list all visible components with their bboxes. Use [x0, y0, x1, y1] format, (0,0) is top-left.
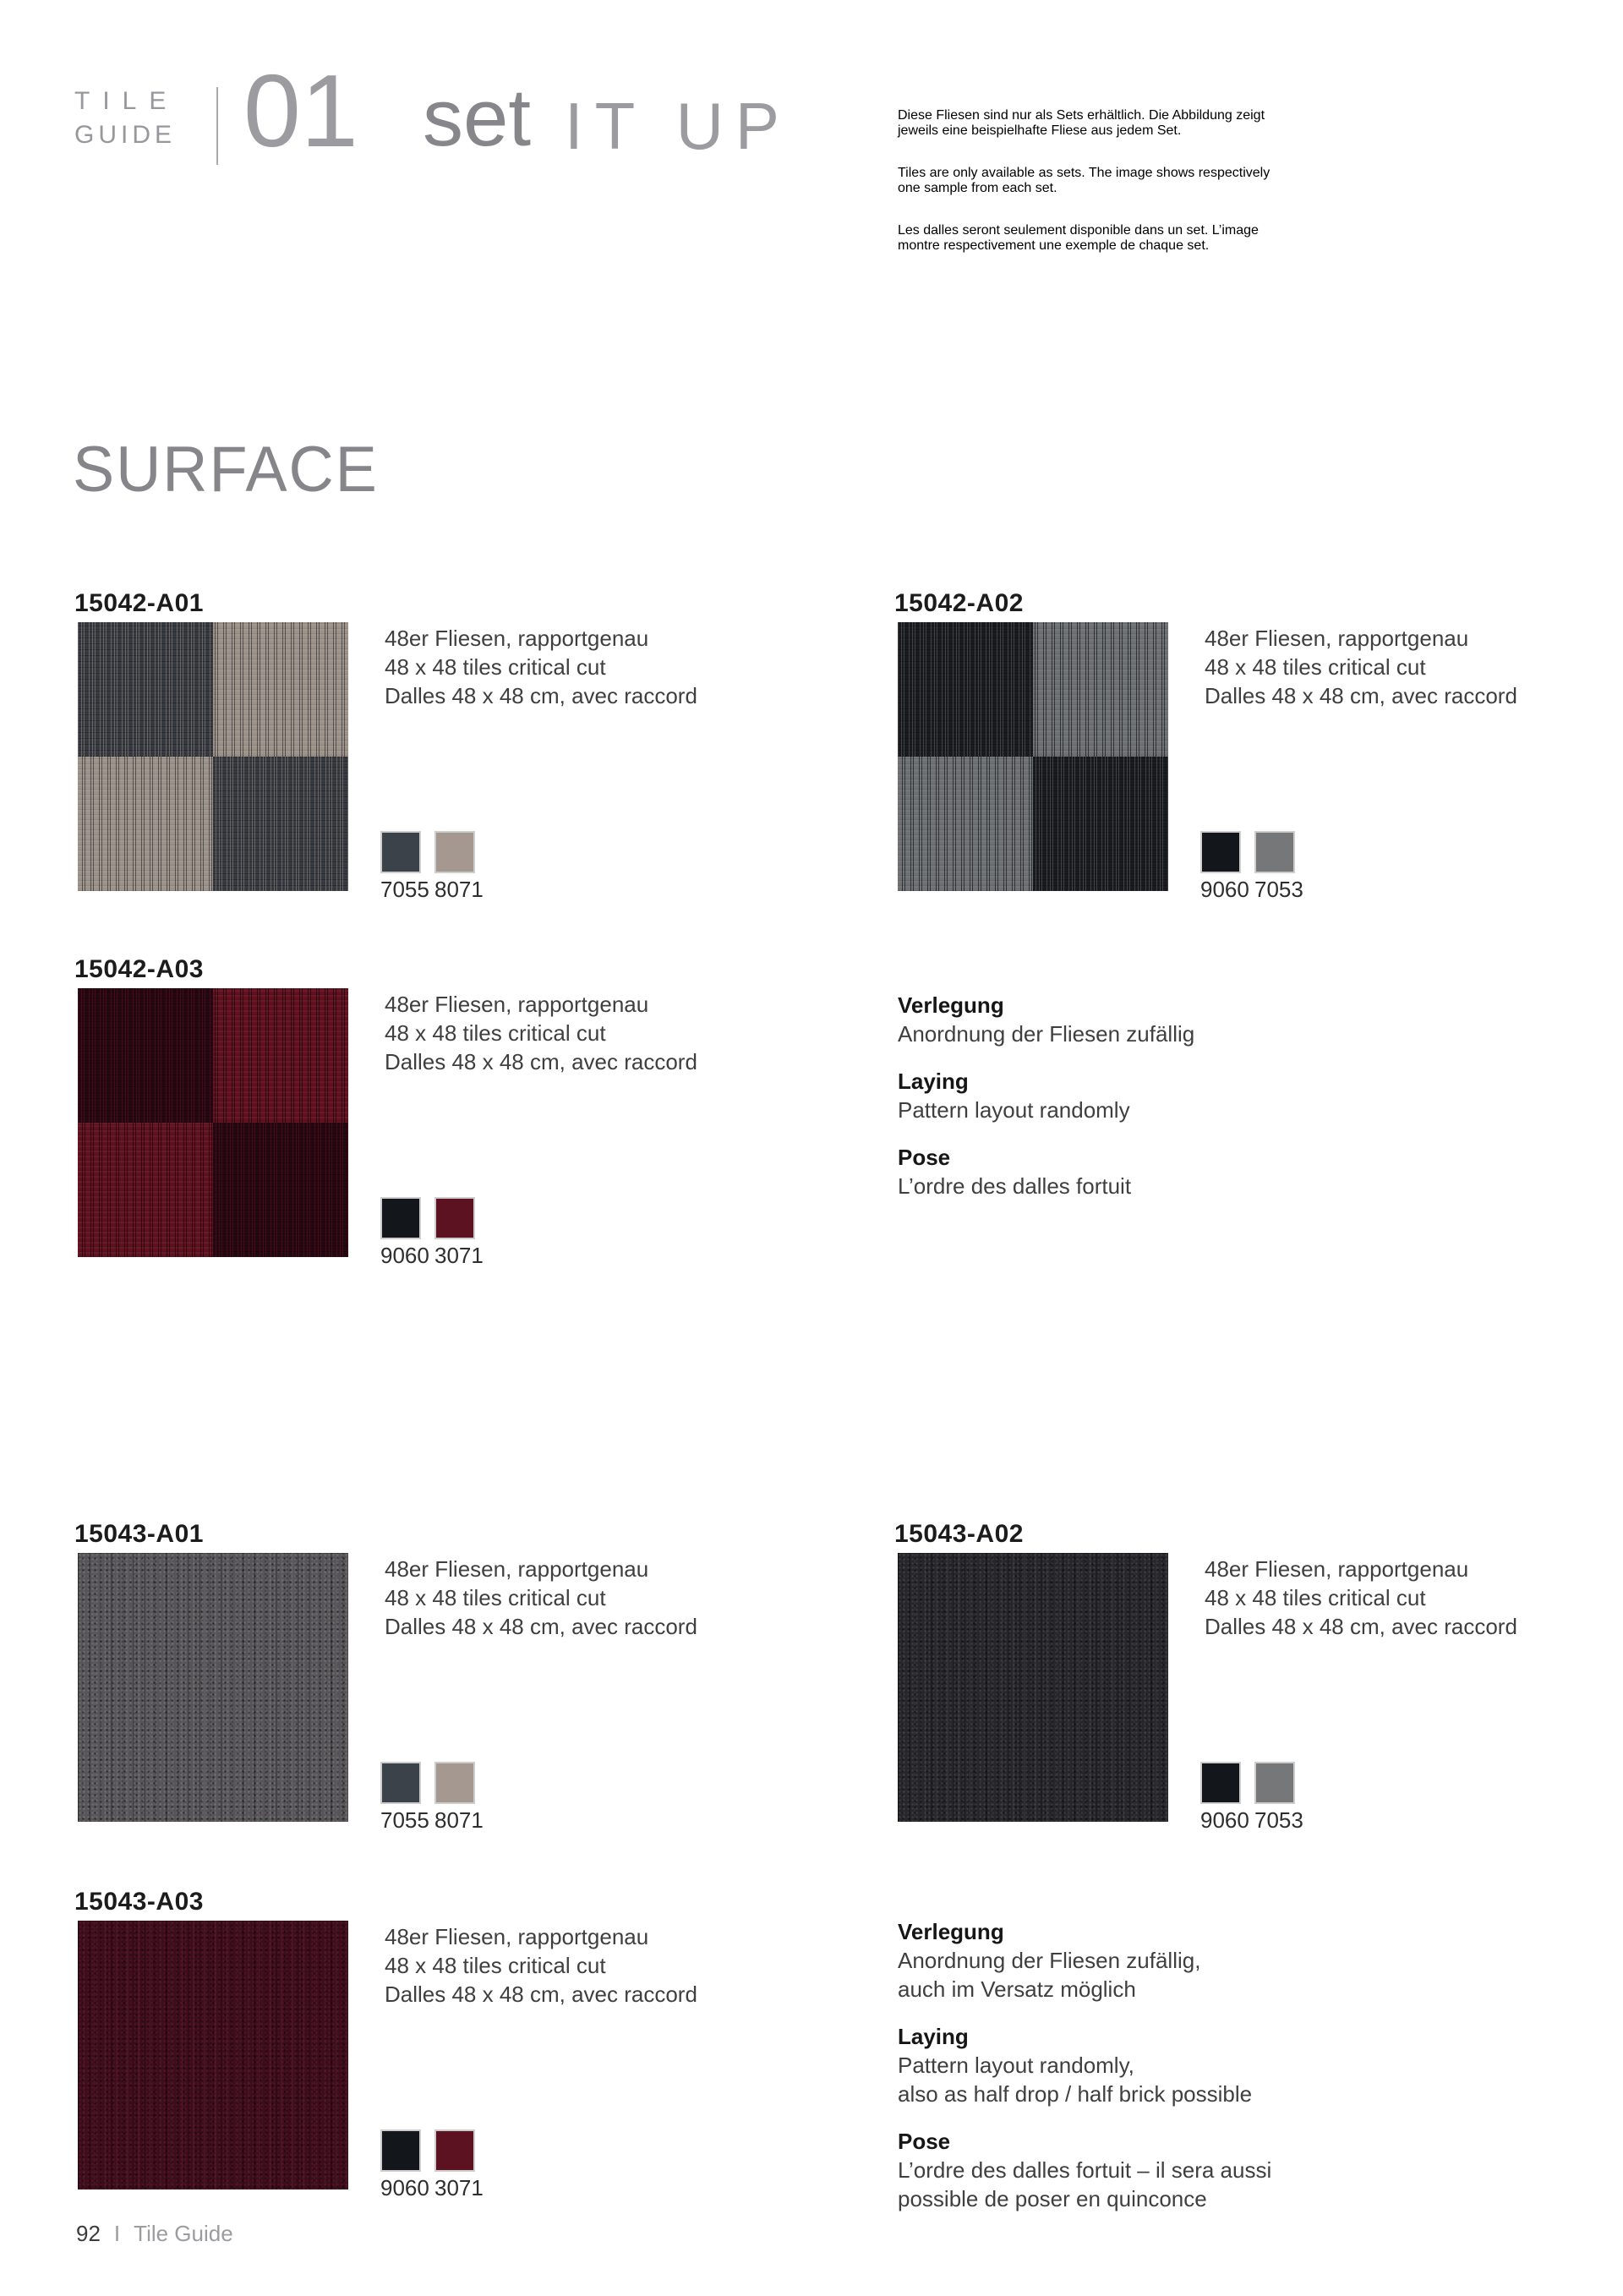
collection-title: SURFACE: [73, 434, 379, 506]
color-swatch: [380, 831, 421, 873]
brand-line1: TILE: [74, 87, 179, 115]
intro-text: Diese Fliesen sind nur als Sets erhältlich. Die Abbildung zeigt jeweils eine beispielhafte Fliese aus jedem Set. Tiles are only available as sets. The image shows respectively one sample from each set. Les dalles seront seulement disponible dans un set. L’image montre respectivement une exemple de chaque set.: [898, 108, 1271, 253]
color-swatch: [1200, 1762, 1241, 1804]
laying-info-block: [898, 991, 1456, 1219]
tile-quadrant: [78, 988, 213, 1123]
tile-quadrant: [78, 1123, 213, 1257]
page-number: 92: [76, 2221, 101, 2246]
product-block: [894, 1520, 1623, 1867]
laying-section-en: Laying Pattern layout randomly: [898, 1069, 1130, 1123]
color-swatch: [1254, 1762, 1295, 1804]
laying-section-en: Laying Pattern layout randomly, also as half drop / half brick possible: [898, 2024, 1253, 2107]
swatch-code: 9060: [380, 2175, 429, 2200]
tile-quadrant: [1033, 757, 1168, 891]
product-description: 48er Fliesen, rapportgenau 48 x 48 tiles critical cut Dalles 48 x 48 cm, avec raccord: [385, 626, 697, 708]
color-swatch: [434, 1197, 475, 1239]
header-divider: [216, 87, 218, 165]
tile-sample-image: [78, 1553, 348, 1822]
product-code: 15042-A02: [894, 589, 1024, 617]
tile-sample-image: [78, 988, 348, 1257]
product-block: [74, 955, 818, 1302]
tile-sample-image: [898, 1553, 1168, 1822]
brand-line2: GUIDE: [74, 121, 177, 149]
laying-section-de: Verlegung Anordnung der Fliesen zufällig: [898, 992, 1195, 1047]
swatch-code: 8071: [434, 1807, 484, 1833]
tile-quadrant: [213, 757, 348, 891]
color-swatch: [1254, 831, 1295, 873]
product-code: 15043-A01: [74, 1520, 204, 1548]
product-block: [74, 1888, 818, 2234]
tile-quadrant: [78, 622, 213, 757]
product-description: 48er Fliesen, rapportgenau 48 x 48 tiles critical cut Dalles 48 x 48 cm, avec raccord: [385, 1924, 697, 2007]
chapter-number: 01: [243, 53, 358, 168]
laying-info-block: [898, 1917, 1456, 2232]
swatch-code: 3071: [434, 1243, 484, 1268]
tile-quadrant: [898, 622, 1033, 757]
color-swatch: [380, 2129, 421, 2172]
product-block: [74, 1520, 818, 1867]
swatch-code: 8071: [434, 877, 484, 902]
product-code: 15043-A03: [74, 1888, 204, 1916]
tile-quadrant: [213, 988, 348, 1123]
product-description: 48er Fliesen, rapportgenau 48 x 48 tiles critical cut Dalles 48 x 48 cm, avec raccord: [1205, 1556, 1517, 1639]
tile-quadrant: [213, 1123, 348, 1257]
swatch-code: 9060: [1200, 1807, 1249, 1833]
page-footer: [76, 2221, 233, 2246]
tile-quadrant: [213, 622, 348, 757]
color-swatch: [434, 2129, 475, 2172]
tile-sample-image: [78, 1921, 348, 2189]
swatch-code: 3071: [434, 2175, 484, 2200]
laying-section-de: Verlegung Anordnung der Fliesen zufällig, auch im Versatz möglich: [898, 1919, 1201, 2002]
tile-quadrant: [78, 757, 213, 891]
swatch-code: 9060: [1200, 877, 1249, 902]
footer-separator: I: [113, 2221, 121, 2246]
product-description: 48er Fliesen, rapportgenau 48 x 48 tiles critical cut Dalles 48 x 48 cm, avec raccord: [385, 1556, 697, 1639]
product-description: 48er Fliesen, rapportgenau 48 x 48 tiles critical cut Dalles 48 x 48 cm, avec raccord: [385, 992, 697, 1074]
footer-label: Tile Guide: [134, 2221, 233, 2246]
tile-quadrant: [1033, 622, 1168, 757]
product-code: 15043-A02: [894, 1520, 1024, 1548]
color-swatch: [434, 1762, 475, 1804]
laying-section-fr: Pose L’ordre des dalles fortuit – il sera aussi possible de poser en quinconce: [898, 2129, 1272, 2211]
swatch-code: 9060: [380, 1243, 429, 1268]
product-block: [894, 589, 1623, 936]
swatch-code: 7055: [380, 1807, 429, 1833]
product-description: 48er Fliesen, rapportgenau 48 x 48 tiles critical cut Dalles 48 x 48 cm, avec raccord: [1205, 626, 1517, 708]
swatch-code: 7053: [1254, 1807, 1303, 1833]
chapter-title-strong: set: [423, 73, 532, 163]
tile-sample-image: [898, 622, 1168, 891]
laying-section-fr: Pose L’ordre des dalles fortuit: [898, 1145, 1132, 1199]
swatch-code: 7055: [380, 877, 429, 902]
color-swatch: [1200, 831, 1241, 873]
product-block: [74, 589, 818, 936]
product-code: 15042-A01: [74, 589, 204, 617]
chapter-title-light: IT UP: [565, 89, 791, 163]
swatch-code: 7053: [1254, 877, 1303, 902]
color-swatch: [380, 1197, 421, 1239]
product-code: 15042-A03: [74, 955, 204, 983]
brand-logo: [74, 85, 178, 152]
color-swatch: [380, 1762, 421, 1804]
color-swatch: [434, 831, 475, 873]
tile-quadrant: [898, 757, 1033, 891]
tile-sample-image: [78, 622, 348, 891]
